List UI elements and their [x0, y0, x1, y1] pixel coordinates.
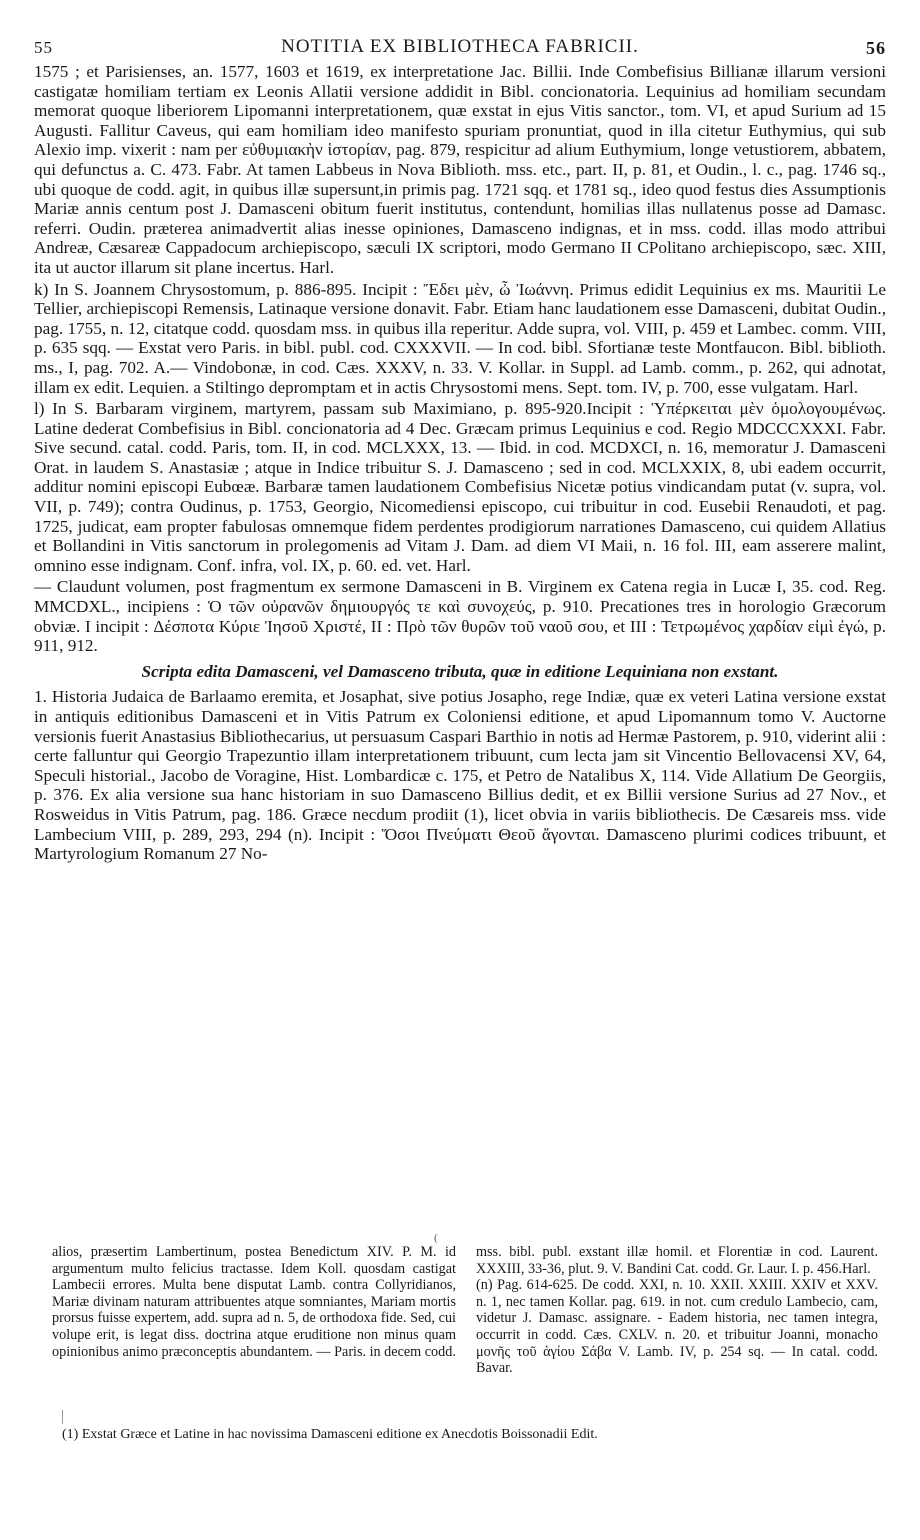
notes-column-left [52, 1244, 456, 1377]
paragraph-historia-barlaamo: 1. Historia Judaica de Barlaamo eremita, et Josaphat, sive potius Josapho, rege Indiæ, quæ ex veteri Latina versione exstat in antiquis editionibus Damasceni et in Vitis Patrum ex Coloniensi editione, et apud Lipomannum tomo V. Auctorne versionis fuerit Anastasius Bibliothecarius, ut persuasum Caspari Barthio in notis ad Hermæ Pastorem, p. 910, viderint alii : certe falluntur qui Georgio Trapezuntio illam interpretationem tribuunt, cum lecta jam sit Vincentio Bellovacensi XV, 64, Speculi historial., Jacobo de Voragine, Hist. Lombardicæ c. 175, et Petro de Natalibus X, 114. Vide Allatium De Georgiis, p. 376. Ex alia versione sua hanc historiam in suo Damasceno Billius dedit, et ex Billii versione Surius ad 27 Nov., et Rosweidus in Vitis Patrum, pag. 186. Græce necdum prodiit (1), licet obvia in variis bibliothecis. De Cæsareis mss. vide Lambecium VIII, p. 289, 293, 294 (n). Incipit : Ὅσοι Πνεύματι Θεοῦ ἄγονται. Damasceno plurimi codices tribuunt, et Martyrologium Romanum 27 No- [34, 687, 886, 864]
main-text [34, 62, 886, 864]
running-header [34, 32, 886, 62]
margin-mark [62, 1410, 63, 1424]
notes-column-right [476, 1244, 878, 1377]
note-left-text: alios, præsertim Lambertinum, postea Benedictum XIV. P. M. id argumentum multo felicius tractasse. Idem Koll. quosdam castigat Lambecii errores. Multa bene disputat Lamb. contra Collyridianos, Mariæ divinam naturam attribuentes atque somniantes, Mariam mortis prorsus fuisse expertem, add. supra ad n. 5, de orthodoxa fide. Sed, cui volupe erit, is legat diss. doctrina atque eruditione non minus quam opinionibus animo præconceptis abundantem. — Paris. in decem codd. [52, 1244, 456, 1360]
note-right-text-1: mss. bibl. publ. exstant illæ homil. et Florentiæ in cod. Laurent. XXXIII, 33-36, plut. 9. V. Bandini Cat. codd. Gr. Laur. I. p. 456.Harl. [476, 1244, 878, 1277]
paragraph-l-barbaram: l) In S. Barbaram virginem, martyrem, passam sub Maximiano, p. 895-920.Incipit : Ὑπέρκειται μὲν ὁμολογουμένως. Latine dederat Combefisius in Bibl. concionatoria ad 4 Dec. Græcam primus Lequinius e cod. Regio MDCCCXXXI. Fabr. Sive secund. catal. codd. Paris, tom. II, in cod. MCLXXX, 13. — Ibid. in cod. MCDXCI, n. 16, memoratur J. Damasceni Orat. in laudem S. Anastasiæ ; atque in Indice tribuitur S. J. Damasceno ; sed in cod. MCLXXIX, 8, ubi eadem occurrit, additur nomini episcopi Eubœæ. Barbaræ tamen laudationem Combefisius Nicetæ potius vindicandam putat (v. supra, vol. VII, p. 749); contra Oudinus, p. 1753, Georgio, Nicomediensi episcopo, cui tribuitur in cod. Eusebii Renaudoti, et pag. 1725, judicat, eam propter fabulosas omnemque fidem perdentes prodigiorum narrationes Damasceno, cui quidem Allatius et Bollandini in Vitis sanctorum in prolegomenis ad Vitam J. Dam. ad diem VI Maii, n. 16 fol. III, eam asserere malint, omnino esse indignam. Conf. infra, vol. IX, p. 60. ed. vet. Harl. [34, 399, 886, 575]
column-mark: ( [434, 1232, 438, 1244]
footnote: (1) Exstat Græce et Latine in hac novissima Damasceni editione ex Anecdotis Boissonadii Edit. [62, 1427, 598, 1442]
section-heading: Scripta edita Damasceni, vel Damasceno tributa, quæ in editione Lequiniana non exstant. [141, 661, 779, 681]
page-number-left: 55 [34, 38, 53, 57]
paragraph-k-chrysostomum: k) In S. Joannem Chrysostomum, p. 886-895. Incipit : Ἔδει μὲν, ὦ Ἰωάννη. Primus edidit Lequinius ex ms. Mauritii Le Tellier, archiepiscopi Remensis, Latinaque versione donavit. Fabr. Etiam hanc laudationem esse Damasceni, dubitat Oudin., pag. 1755, n. 12, citatque codd. quosdam mss. in quibus illa reperitur. Adde supra, vol. VIII, p. 459 et Lambec. comm. VIII, p. 635 sqq. — Exstat vero Paris. in bibl. publ. cod. CXXXVII. — In cod. bibl. Sfortianæ teste Montfaucon. Bibl. biblioth. ms., I, pag. 702. A.— Vindobonæ, in cod. Cæs. XXXV, n. 33. V. Kollar. in Suppl. ad Lamb. comm., p. 262, qui adnotat, illam ex edit. Lequien. a Stiltingo depromptam et in actis Chrysostomi mens. Sept. tom. IV, p. 700, esse vulgatam. Harl. [34, 279, 886, 397]
running-title: NOTITIA EX BIBLIOTHECA FABRICII. [281, 36, 639, 57]
paragraph-homilies: 1575 ; et Parisienses, an. 1577, 1603 et 1619, ex interpretatione Jac. Billii. Inde Combefisius Billianæ illarum versioni castigatæ homiliam tertiam ex Leonis Allatii versione addidit in Bibl. concionatoria. Lequinius ad homiliam secundam memorat quoque liberiorem Lipomanni interpretationem, quæ exstat in ejus Vitis sanctor., tom. VI, et apud Surium ad 15 Augusti. Fallitur Caveus, qui eam homiliam ideo manifesto spuriam pronuntiat, quod in illa citetur Euthymius, qui sub Alexio imp. vixerit : nam per εὐθυμιακὴν ἱστορίαν, pag. 879, respicitur ad alium Euthymium, longe vetustiorem, abbatem, qui defunctus a. C. 473. Fabr. At tamen Labbeus in Nova Biblioth. mss. etc., part. II, p. 81, et Oudin., l. c., pag. 1746 sq., ubi quoque de codd. agit, in quibus illæ supersunt,in primis pag. 1721 sqq. et 1781 sq., ideo quod festus dies Assumptionis Mariæ annis centum post J. Damasceni obitum fuerit institutus, contendunt, homilias illas nullatenus posse ad Damasc. referri. Oudin. præterea animadvertit alias inesse opiniones, Damasceno indignas, et in mss. codd. illas modo attribui Andreæ, Cæsareæ Cappadocum archiepiscopo, sæculi IX scriptori, modo Germano II CPolitano archiepiscopo, sæc. XIII, ita ut auctor illarum sit plane incertus. Harl. [34, 62, 886, 277]
notes-area [52, 1244, 878, 1377]
note-right-text-2: (n) Pag. 614-625. De codd. XXI, n. 10. XXII. XXIII. XXIV et XXV. n. 1, nec tamen Kollar. pag. 619. in not. cum credulo Lambecio, cam, videtur J. Damasc. assignare. - Eadem historia, nec tamen integra, occurrit in codd. Cæs. CXLV. n. 20. et tribuitur Joanni, monacho μονῆς τοῦ ἁγίου Σάβα V. Lamb. IV, p. 254 sq. — In catal. codd. Bavar. [476, 1277, 878, 1377]
paragraph-claudunt: — Claudunt volumen, post fragmentum ex sermone Damasceni in B. Virginem ex Catena regia in Lucæ I, 35. cod. Reg. MMCDXL., incipiens : Ὁ τῶν οὐρανῶν δημιουργός τε καὶ συνοχεύς, p. 910. Precationes tres in horologio Græcorum obviæ. I incipit : Δέσποτα Κύριε Ἰησοῦ Χριστέ, II : Πρὸ τῶν θυρῶν τοῦ ναοῦ σου, et III : Τετρωμένος χαρδίαν εἰμὶ ἐγώ, p. 911, 912. [34, 577, 886, 656]
page [34, 32, 886, 864]
page-number-right: 56 [866, 38, 886, 58]
